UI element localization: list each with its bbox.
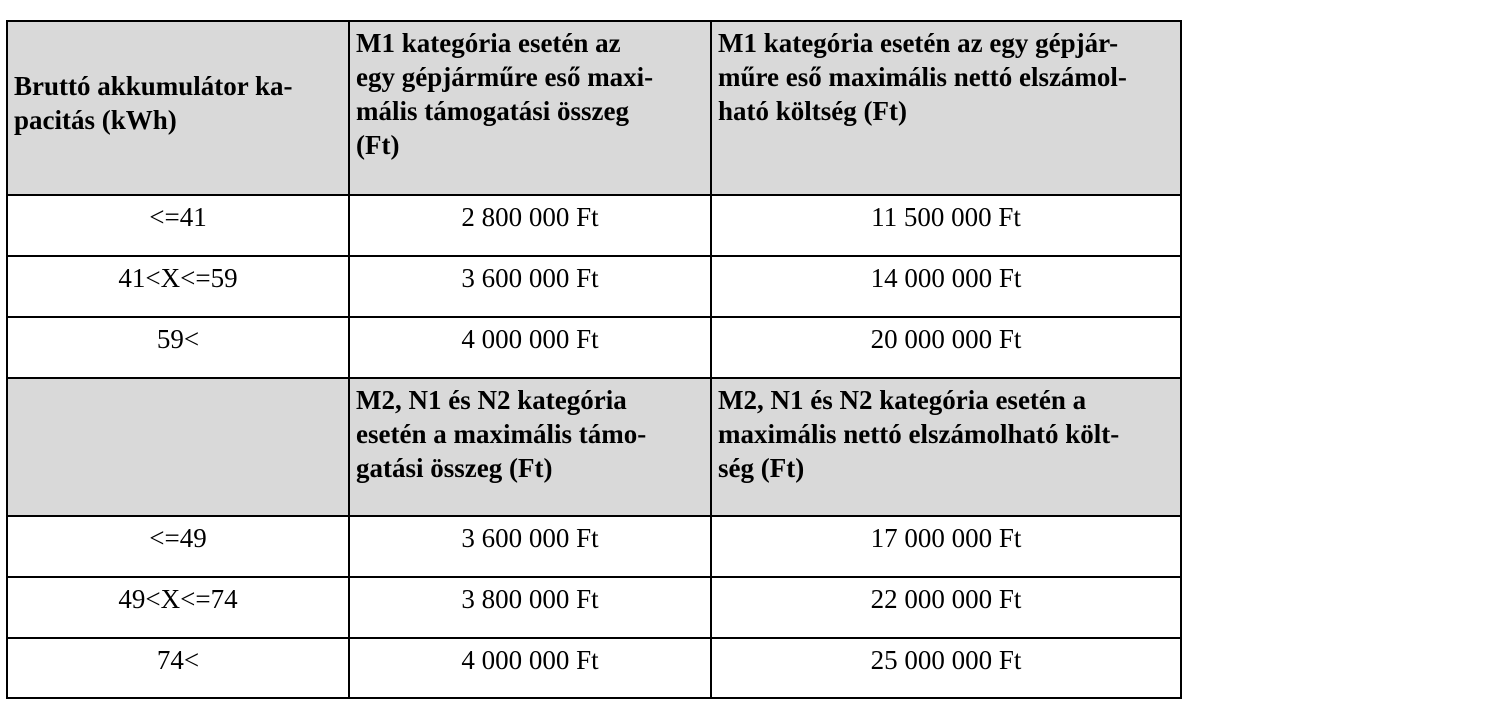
m1-row2-capacity: 41<X<=59 bbox=[8, 257, 350, 318]
m2-row2-cost: 22 000 000 Ft bbox=[712, 578, 1180, 639]
m1-row1-capacity: <=41 bbox=[8, 196, 350, 257]
m2-row3-support: 4 000 000 Ft bbox=[350, 639, 712, 697]
m2-row1-support: 3 600 000 Ft bbox=[350, 517, 712, 578]
m1-row2-cost: 14 000 000 Ft bbox=[712, 257, 1180, 318]
header-m1-support: M1 kategória esetén az egy gépjárműre eső maxi- mális támogatási összeg (Ft) bbox=[350, 22, 712, 196]
m1-row1-cost: 11 500 000 Ft bbox=[712, 196, 1180, 257]
m2-row1-cost: 17 000 000 Ft bbox=[712, 517, 1180, 578]
header-capacity-text: Bruttó akkumulátor ka- pacitás (kWh) bbox=[14, 71, 293, 135]
m1-row2-support: 3 600 000 Ft bbox=[350, 257, 712, 318]
m2-row3-cost: 25 000 000 Ft bbox=[870, 645, 1022, 675]
m2-row2-capacity: 49<X<=74 bbox=[8, 578, 350, 639]
m1-row1-support: 2 800 000 Ft bbox=[350, 196, 712, 257]
header2-empty bbox=[8, 379, 350, 517]
m1-row3-cost: 20 000 000 Ft bbox=[712, 318, 1180, 379]
m2-row1-capacity: <=49 bbox=[8, 517, 350, 578]
m2-row2-support: 3 800 000 Ft bbox=[350, 578, 712, 639]
header-capacity bbox=[8, 22, 350, 196]
header-m2-support: M2, N1 és N2 kategória esetén a maximális támo- gatási összeg (Ft) bbox=[350, 379, 712, 517]
m2-row3-capacity: 74< bbox=[8, 639, 350, 697]
m1-row3-support: 4 000 000 Ft bbox=[350, 318, 712, 379]
header-m1-cost: M1 kategória esetén az egy gépjár- műre eső maximális nettó elszámol- ható költség (Ft) bbox=[712, 22, 1180, 196]
header-m2-cost: M2, N1 és N2 kategória esetén a maximális nettó elszámolható költ- ség (Ft) bbox=[712, 379, 1180, 517]
subsidy-table bbox=[6, 20, 1182, 699]
m1-row3-capacity: 59< bbox=[8, 318, 350, 379]
